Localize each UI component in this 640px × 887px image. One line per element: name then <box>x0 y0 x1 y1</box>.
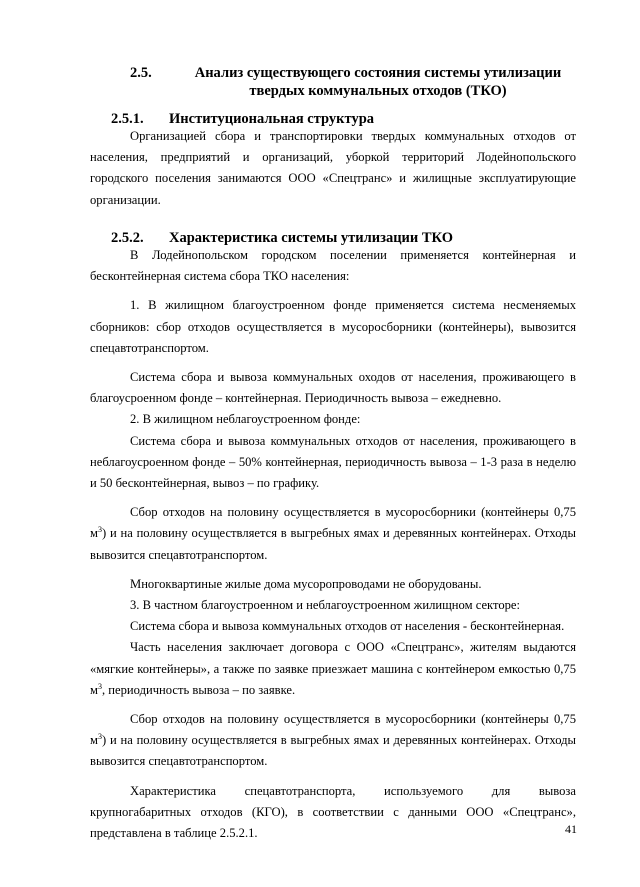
text-run: ) и на половину осуществляется в выгребных ямах и деревянных контейнерах. Отходы вывозится спецавтотранспортом. <box>90 526 576 562</box>
paragraph <box>90 709 576 773</box>
superscript: 3 <box>97 525 102 535</box>
section-number: 2.5. <box>130 65 152 81</box>
text-run: Сбор отходов на половину осуществляется в мусоросборники (контейнеры 0,75 м <box>90 712 576 748</box>
paragraph: 3. В частном благоустроенном и неблагоустроенном жилищном секторе: <box>130 598 521 613</box>
superscript: 3 <box>97 732 102 742</box>
subsection-title-1: Институциональная структура <box>169 111 375 127</box>
paragraph: Система сбора и вывоза коммунальных отходов от населения - бесконтейнерная. <box>130 619 565 634</box>
section-title-line2: твердых коммунальных отходов (ТКО) <box>249 83 507 99</box>
paragraph: В Лодейнопольском городском поселении применяется контейнерная и бесконтейнерная система сбора ТКО населения: <box>90 248 576 284</box>
superscript: 3 <box>97 681 102 691</box>
page-number: 41 <box>565 822 577 836</box>
text-run: , периодичность вывоза – по заявке. <box>101 682 296 697</box>
text-run: ) и на половину осуществляется в выгребных ямах и деревянных контейнерах. Отходы вывозится спецавтотранспортом. <box>90 733 576 769</box>
subsection-number-1: 2.5.1. <box>111 111 144 127</box>
paragraph: Многоквартиные жилые дома мусоропроводами не оборудованы. <box>130 576 482 591</box>
subsection-1-body <box>90 126 576 211</box>
paragraph <box>90 637 576 701</box>
subsection-title-2: Характеристика системы утилизации ТКО <box>169 230 453 246</box>
text-run: Сбор отходов на половину осуществляется в мусоросборники (контейнеры 0,75 м <box>90 505 576 541</box>
subsection-number-2: 2.5.2. <box>111 230 144 246</box>
subsection-2-body <box>90 245 576 844</box>
section-title-line1: Анализ существующего состояния системы утилизации <box>194 65 562 81</box>
paragraph: Организацией сбора и транспортировки твердых коммунальных отходов от населения, предприятий и организаций, уборкой территорий Лодейнопольского городского поселения занимаются ООО «Спецтранс» и жилищные эксплуатирующие организации. <box>90 129 576 207</box>
paragraph: Характеристика спецавтотранспорта, используемого для вывоза крупногабаритных отходов (КГО), в соответствии с данными ООО «Спецтранс», представлена в таблице 2.5.2.1. <box>90 783 576 841</box>
paragraph: 1. В жилищном благоустроенном фонде применяется система несменяемых сборников: сбор отходов осуществляется в мусоросборники (контейнеры), вывозится спецавтотранспортом. <box>90 298 576 355</box>
text-run: Часть населения заключает договора с ООО «Спецтранс», жителям выдаются «мягкие контейнеры», а также по заявке приезжает машина с контейнером емкостью 0,75 м <box>90 640 576 697</box>
paragraph: Система сбора и вывоза коммунальных отходов от населения, проживающего в неблагоусроенном фонде – 50% контейнерная, периодичность вывоза – 1-3 раза в неделю и 50 бесконтейнерная, вывоз – по графику. <box>90 433 576 491</box>
paragraph: 2. В жилищном неблагоустроенном фонде: <box>130 412 361 427</box>
paragraph: Система сбора и вывоза коммунальных оходов от населения, проживающего в благоусроенном фонде – контейнерная. Периодичность вывоза – ежедневно. <box>90 370 576 406</box>
section-title <box>188 64 568 100</box>
paragraph <box>90 502 576 566</box>
